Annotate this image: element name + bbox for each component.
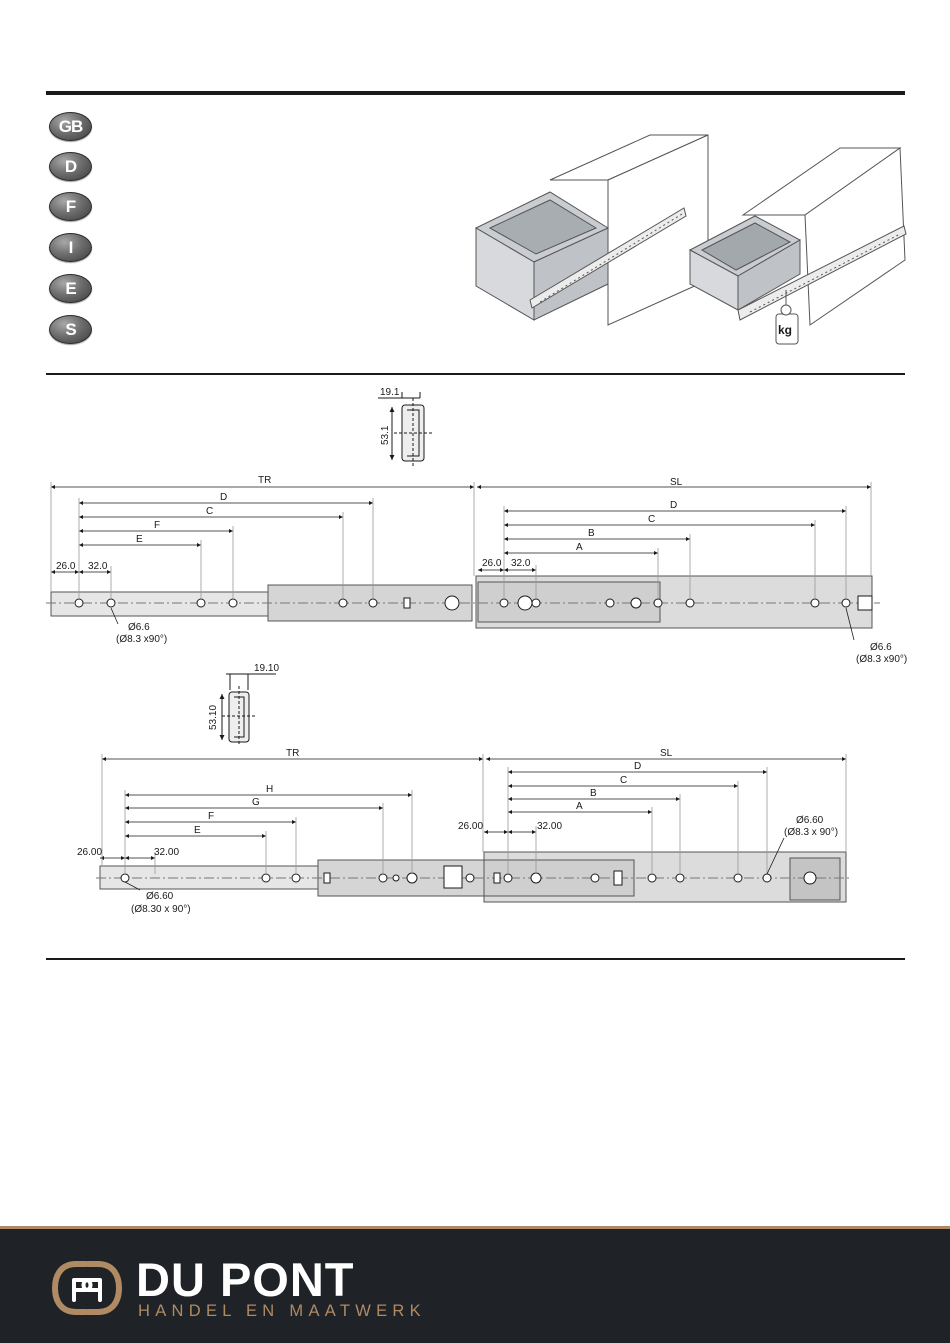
dim-h-left-2: H [266,784,274,795]
dim-d-right-2: D [634,761,642,772]
hole-right-dia-2: Ø6.60 [796,815,824,826]
dim-f-left-2: F [208,811,215,822]
hole-left-dia-2: Ø6.60 [146,891,174,902]
lang-badge-d[interactable]: D [49,152,92,181]
lang-badge-s[interactable]: S [49,315,92,344]
dim-c-left-1: C [206,506,214,517]
dim-inner-first-hole-1: 26.0 [482,558,502,569]
dim-a-right-2: A [576,801,583,812]
dim-f-left-1: F [154,520,161,531]
dim-c-right-2: C [620,775,628,786]
dim-tr-2: TR [286,748,300,759]
drawer-illustration [470,130,910,350]
profile-height-1: 53.1 [380,425,391,445]
hole-right-dia-1: Ø6.6 [870,642,892,653]
dim-first-hole-2: 26.00 [77,847,103,858]
dim-tr-1: TR [258,475,272,486]
hole-left-csk-1: (Ø8.3 x90°) [116,634,168,645]
dim-e-left-2: E [194,825,201,836]
dim-inner-pitch-2: 32.00 [537,821,563,832]
dim-b-right-1: B [588,528,595,539]
brand-tagline: HANDEL EN MAATWERK [138,1302,426,1320]
dupont-logo-icon [52,1260,122,1318]
hole-right-csk-2: (Ø8.3 x 90°) [784,827,839,838]
section-rule-2 [46,958,905,960]
dim-pitch-2: 32.00 [154,847,180,858]
dim-first-hole-1: 26.0 [56,561,76,572]
dim-inner-pitch-1: 32.0 [511,558,531,569]
hole-right-csk-1: (Ø8.3 x90°) [856,654,908,665]
profile-width-2: 19.10 [254,663,280,674]
hole-left-dia-1: Ø6.6 [128,622,150,633]
lang-badge-e[interactable]: E [49,274,92,303]
dim-c-right-1: C [648,514,656,525]
section-rule-1 [46,373,905,375]
dim-d-left-1: D [220,492,228,503]
dim-a-right-1: A [576,542,583,553]
dim-sl-1: SL [670,477,683,488]
dim-sl-2: SL [660,748,673,759]
dim-d-right-1: D [670,500,678,511]
dim-g-left-2: G [252,797,260,808]
technical-drawing-1 [0,378,950,678]
lang-badge-i[interactable]: I [49,233,92,262]
profile-width-1: 19.1 [380,387,400,398]
dim-pitch-1: 32.0 [88,561,108,572]
lang-badge-f[interactable]: F [49,192,92,221]
profile-height-2: 53.10 [208,704,219,730]
weight-label: kg [778,323,793,337]
dim-inner-first-hole-2: 26.00 [458,821,484,832]
brand-name: DU PONT [136,1253,355,1306]
hole-left-csk-2: (Ø8.30 x 90°) [131,904,191,915]
top-rule [46,91,905,95]
dim-b-right-2: B [590,788,597,799]
technical-drawing-2 [0,660,950,925]
lang-badge-gb[interactable]: GB [49,112,92,141]
dim-e-left-1: E [136,534,143,545]
